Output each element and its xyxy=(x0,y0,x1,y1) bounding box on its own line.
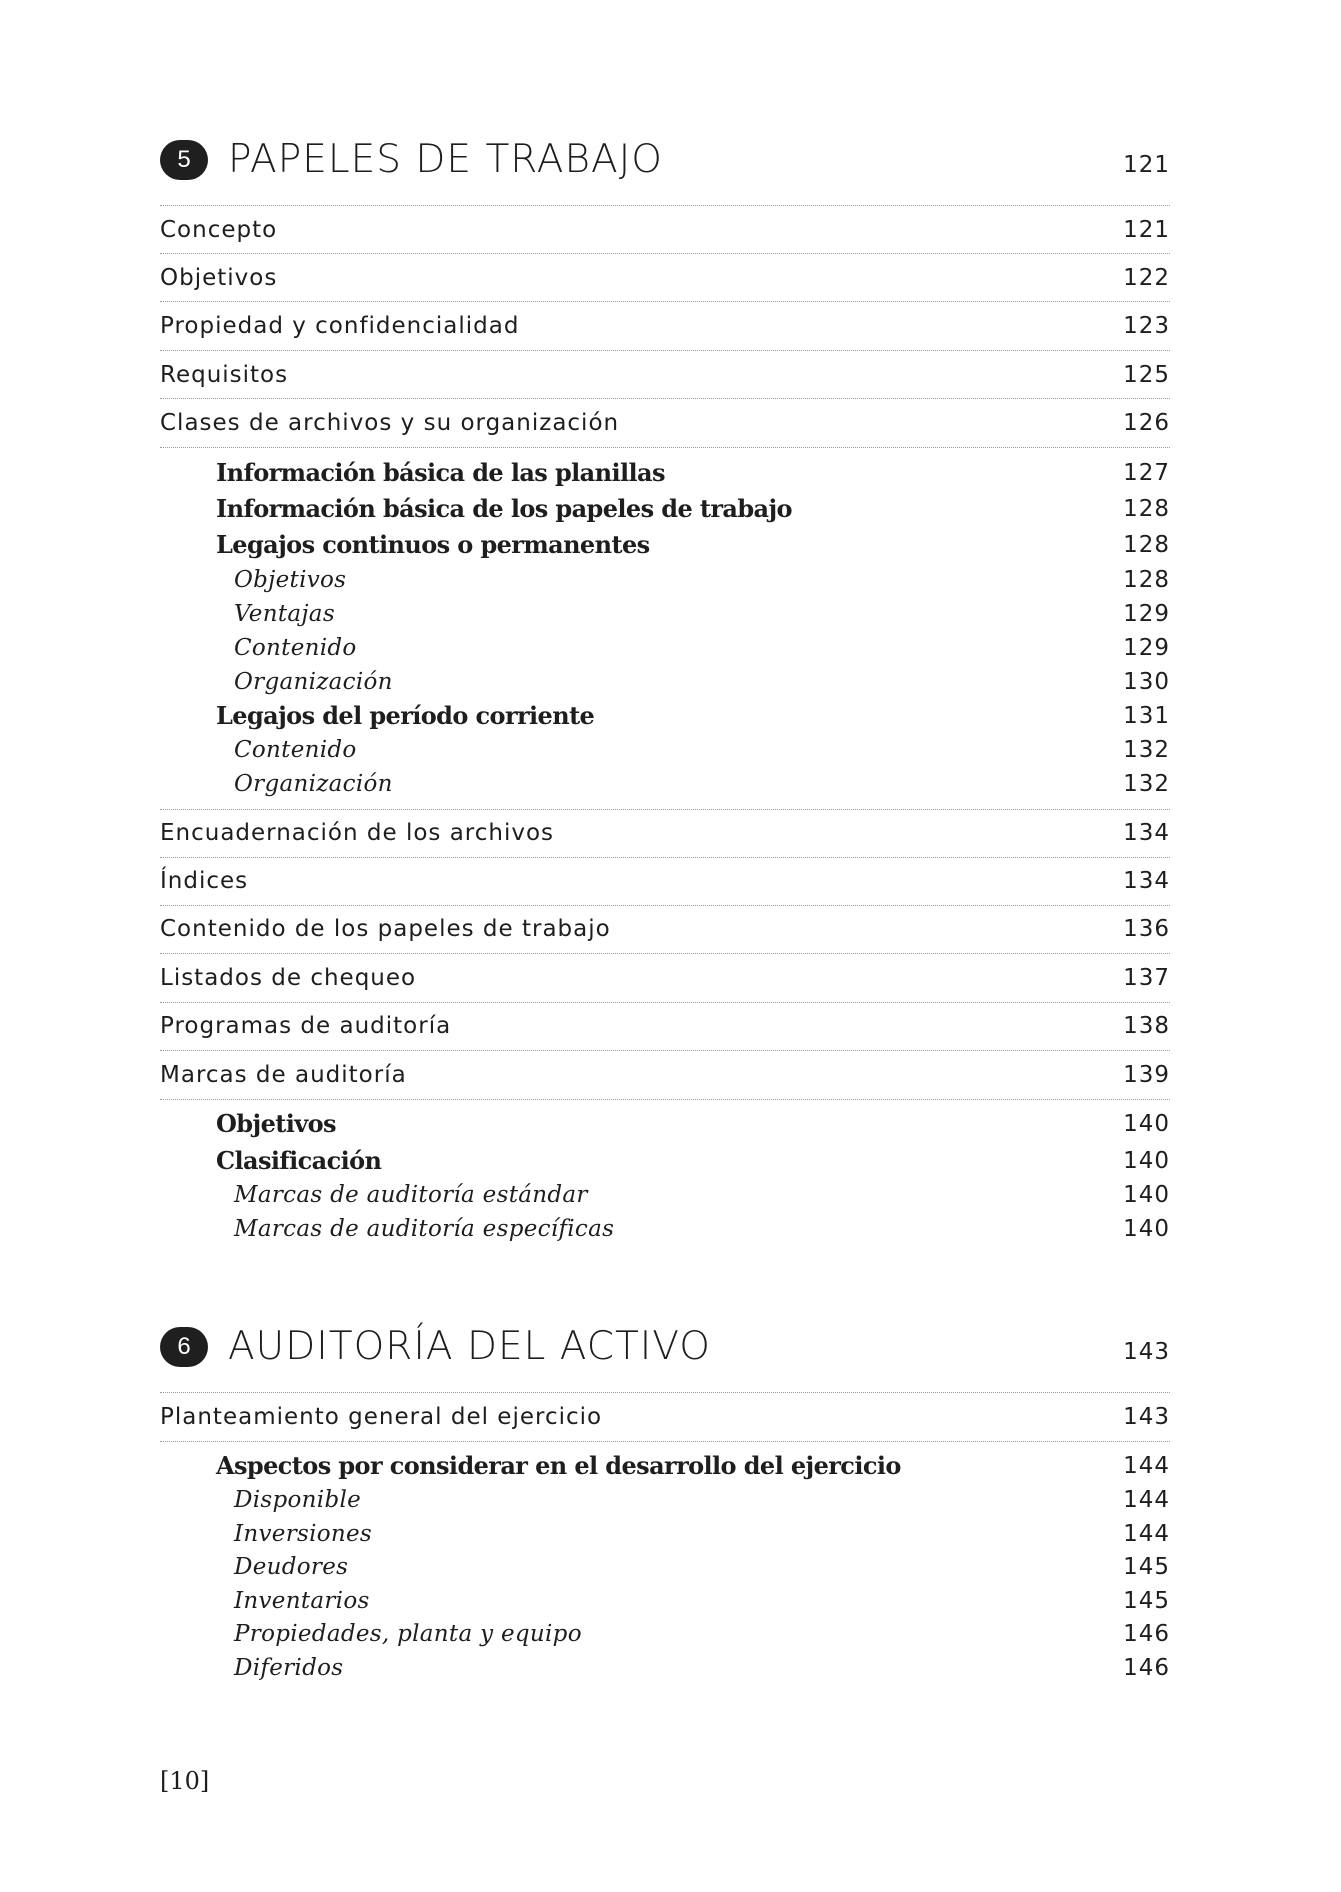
toc-subsection-entry xyxy=(160,1449,1170,1483)
toc-subsubsection-entry xyxy=(160,1618,1170,1650)
toc-subsubsection-entry xyxy=(160,666,1170,698)
entry-page-number: 145 xyxy=(1123,1588,1170,1614)
entry-label: Contenido de los papeles de trabajo xyxy=(160,916,611,942)
toc-subsection-entry xyxy=(160,528,1170,562)
entry-label: Encuadernación de los archivos xyxy=(160,820,555,846)
entry-label: Legajos continuos o permanentes xyxy=(216,530,650,559)
entry-page-number: 144 xyxy=(1123,1453,1170,1479)
entry-page-number: 127 xyxy=(1123,460,1170,486)
chapter-page-number: 143 xyxy=(1123,1339,1170,1365)
dotted-rule xyxy=(160,447,1170,448)
entry-page-number: 140 xyxy=(1123,1182,1170,1208)
entry-page-number: 129 xyxy=(1123,635,1170,661)
toc-section-entry xyxy=(160,1397,1170,1437)
toc-subsubsection-entry xyxy=(160,598,1170,630)
entry-page-number: 144 xyxy=(1123,1521,1170,1547)
dotted-rule xyxy=(160,301,1170,302)
chapter-title: PAPELES DE TRABAJO xyxy=(228,137,663,182)
entry-page-number: 140 xyxy=(1123,1148,1170,1174)
entry-label: Objetivos xyxy=(216,1109,336,1138)
entry-page-number: 140 xyxy=(1123,1111,1170,1137)
toc-section-entry xyxy=(160,355,1170,395)
toc-subsubsection-entry xyxy=(160,1518,1170,1550)
entry-page-number: 128 xyxy=(1123,496,1170,522)
toc-section-entry xyxy=(160,403,1170,443)
entry-page-number: 134 xyxy=(1123,820,1170,846)
dotted-rule xyxy=(160,1002,1170,1003)
entry-page-number: 146 xyxy=(1123,1621,1170,1647)
entry-page-number: 143 xyxy=(1123,1404,1170,1430)
entry-label: Disponible xyxy=(234,1487,362,1513)
entry-page-number: 128 xyxy=(1123,532,1170,558)
toc-section-entry xyxy=(160,306,1170,346)
entry-page-number: 138 xyxy=(1123,1013,1170,1039)
entry-page-number: 128 xyxy=(1123,567,1170,593)
entry-label: Programas de auditoría xyxy=(160,1013,452,1039)
entry-label: Propiedad y confidencialidad xyxy=(160,313,520,339)
entry-label: Deudores xyxy=(234,1554,349,1580)
toc-section-entry xyxy=(160,813,1170,853)
dotted-rule xyxy=(160,857,1170,858)
toc-subsubsection-entry xyxy=(160,1551,1170,1583)
toc-subsection-entry xyxy=(160,699,1170,733)
chapter-number-badge: 6 xyxy=(160,1327,208,1367)
dotted-rule xyxy=(160,1392,1170,1393)
entry-label: Contenido xyxy=(234,635,357,661)
entry-page-number: 144 xyxy=(1123,1487,1170,1513)
entry-page-number: 145 xyxy=(1123,1554,1170,1580)
entry-page-number: 131 xyxy=(1123,703,1170,729)
toc-section-entry xyxy=(160,258,1170,298)
entry-label: Objetivos xyxy=(160,265,278,291)
toc-subsection-entry xyxy=(160,1107,1170,1141)
chapter-number-badge: 5 xyxy=(160,140,208,180)
entry-page-number: 132 xyxy=(1123,771,1170,797)
entry-label: Clasificación xyxy=(216,1146,382,1175)
dotted-rule xyxy=(160,398,1170,399)
entry-label: Legajos del período corriente xyxy=(216,701,595,730)
entry-label: Información básica de los papeles de trabajo xyxy=(216,494,792,523)
toc-section-entry xyxy=(160,1055,1170,1095)
dotted-rule xyxy=(160,809,1170,810)
entry-label: Diferidos xyxy=(234,1655,344,1681)
toc-subsection-entry xyxy=(160,492,1170,526)
toc-subsection-entry xyxy=(160,456,1170,490)
entry-label: Organización xyxy=(234,669,393,695)
entry-label: Marcas de auditoría estándar xyxy=(234,1182,588,1208)
chapter-title: AUDITORÍA DEL ACTIVO xyxy=(228,1324,711,1369)
dotted-rule xyxy=(160,1050,1170,1051)
entry-page-number: 134 xyxy=(1123,868,1170,894)
dotted-rule xyxy=(160,1099,1170,1100)
entry-label: Contenido xyxy=(234,737,357,763)
entry-page-number: 137 xyxy=(1123,965,1170,991)
toc-section-entry xyxy=(160,958,1170,998)
dotted-rule xyxy=(160,253,1170,254)
entry-label: Marcas de auditoría xyxy=(160,1062,407,1088)
toc-subsubsection-entry xyxy=(160,1585,1170,1617)
entry-label: Aspectos por considerar en el desarrollo del ejercicio xyxy=(216,1451,901,1480)
dotted-rule xyxy=(160,350,1170,351)
toc-subsubsection-entry xyxy=(160,564,1170,596)
entry-label: Planteamiento general del ejercicio xyxy=(160,1404,603,1430)
entry-page-number: 146 xyxy=(1123,1655,1170,1681)
dotted-rule xyxy=(160,205,1170,206)
entry-label: Clases de archivos y su organización xyxy=(160,410,620,436)
dotted-rule xyxy=(160,1441,1170,1442)
entry-label: Inversiones xyxy=(234,1521,373,1547)
dotted-rule xyxy=(160,905,1170,906)
toc-subsubsection-entry xyxy=(160,768,1170,800)
entry-label: Índices xyxy=(160,868,249,894)
toc-subsubsection-entry xyxy=(160,1179,1170,1211)
entry-page-number: 130 xyxy=(1123,669,1170,695)
entry-page-number: 121 xyxy=(1123,217,1170,243)
toc-section-entry xyxy=(160,210,1170,250)
entry-page-number: 129 xyxy=(1123,601,1170,627)
dotted-rule xyxy=(160,953,1170,954)
entry-label: Requisitos xyxy=(160,362,289,388)
entry-page-number: 132 xyxy=(1123,737,1170,763)
toc-section-entry xyxy=(160,909,1170,949)
chapter-page-number: 121 xyxy=(1123,152,1170,178)
entry-label: Ventajas xyxy=(234,601,335,627)
toc-subsubsection-entry xyxy=(160,1213,1170,1245)
chapter-heading xyxy=(160,135,1170,185)
entry-page-number: 122 xyxy=(1123,265,1170,291)
toc-subsubsection-entry xyxy=(160,1652,1170,1684)
entry-page-number: 126 xyxy=(1123,410,1170,436)
page-folio: [10] xyxy=(160,1767,210,1795)
toc-subsection-entry xyxy=(160,1144,1170,1178)
entry-page-number: 139 xyxy=(1123,1062,1170,1088)
entry-label: Organización xyxy=(234,771,393,797)
entry-page-number: 125 xyxy=(1123,362,1170,388)
entry-page-number: 140 xyxy=(1123,1216,1170,1242)
entry-label: Concepto xyxy=(160,217,278,243)
toc-subsubsection-entry xyxy=(160,734,1170,766)
toc-section-entry xyxy=(160,1006,1170,1046)
entry-page-number: 123 xyxy=(1123,313,1170,339)
entry-label: Objetivos xyxy=(234,567,347,593)
entry-label: Propiedades, planta y equipo xyxy=(234,1621,582,1647)
toc-section-entry xyxy=(160,861,1170,901)
entry-label: Información básica de las planillas xyxy=(216,458,665,487)
chapter-heading xyxy=(160,1322,1170,1372)
toc-subsubsection-entry xyxy=(160,632,1170,664)
entry-label: Marcas de auditoría específicas xyxy=(234,1216,615,1242)
entry-label: Inventarios xyxy=(234,1588,370,1614)
entry-label: Listados de chequeo xyxy=(160,965,417,991)
entry-page-number: 136 xyxy=(1123,916,1170,942)
toc-subsubsection-entry xyxy=(160,1484,1170,1516)
